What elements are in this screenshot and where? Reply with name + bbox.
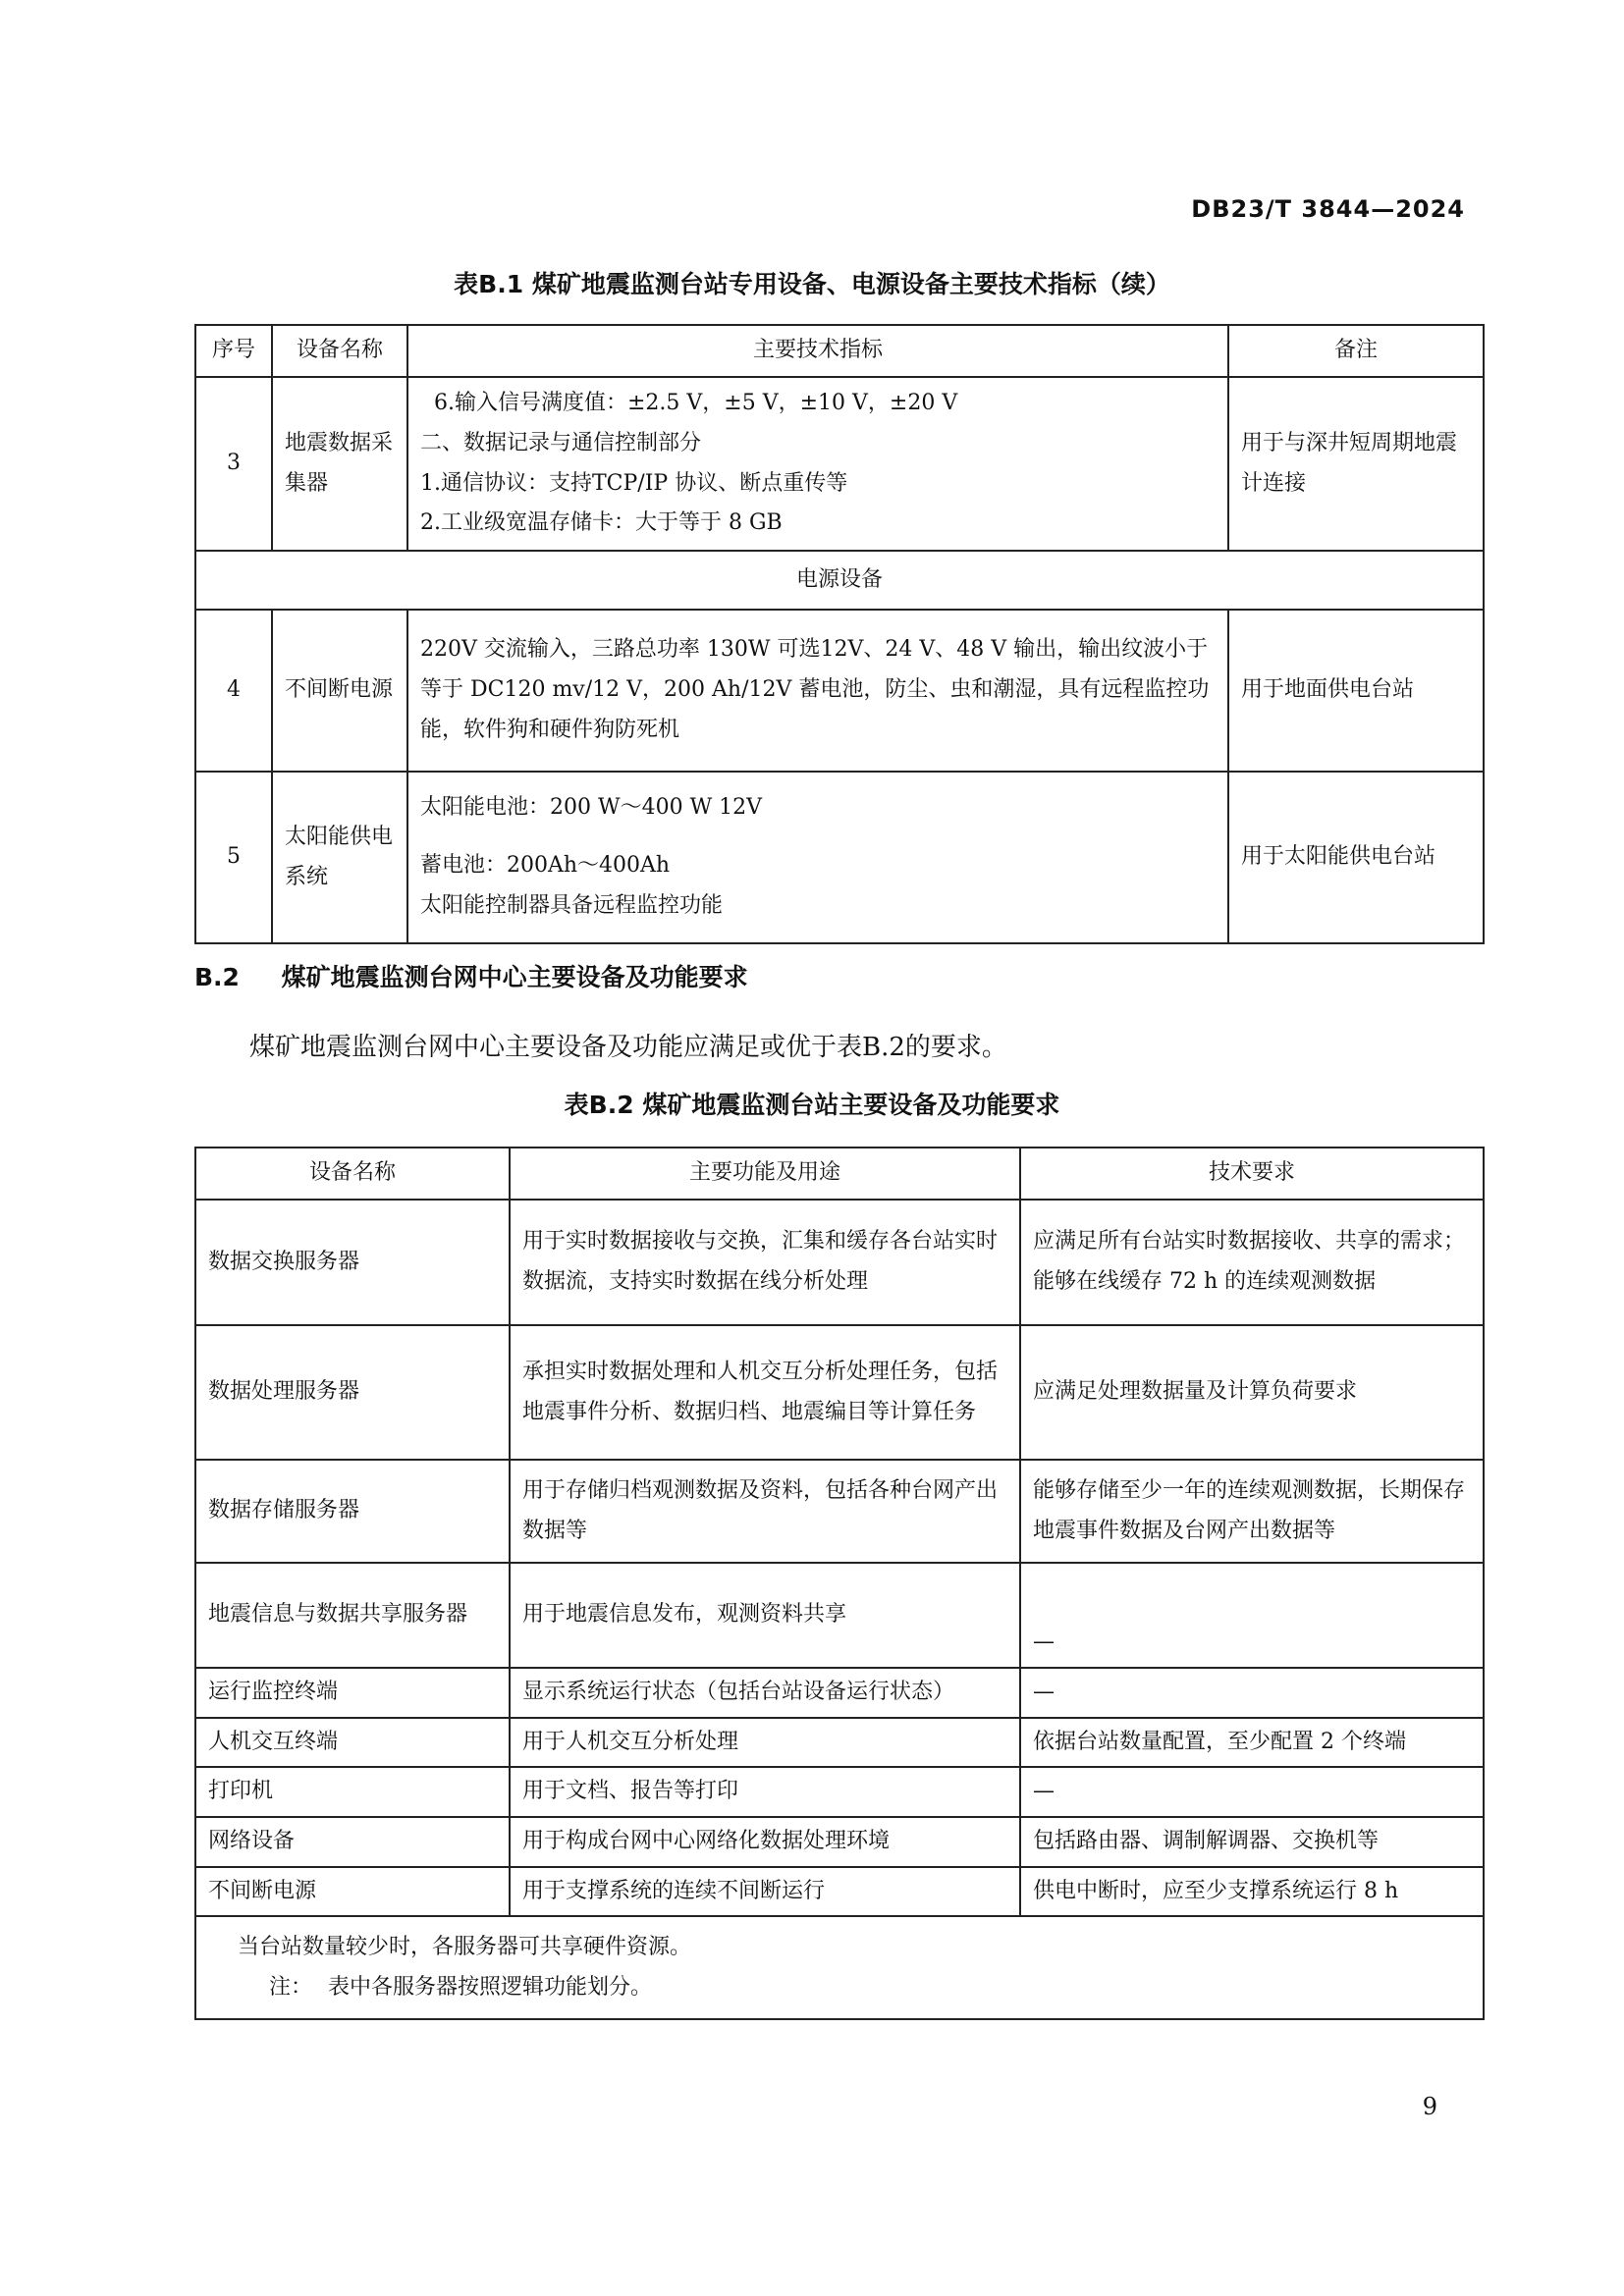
device-name: 地震信息与数据共享服务器 bbox=[195, 1563, 510, 1668]
device-name: 地震数据采集器 bbox=[272, 377, 407, 551]
section-heading bbox=[194, 958, 748, 993]
function-cell: 用于人机交互分析处理 bbox=[510, 1718, 1020, 1768]
table-note bbox=[238, 1968, 1471, 2008]
document-code: DB23/T 3844—2024 bbox=[1191, 195, 1465, 223]
table-b1 bbox=[194, 324, 1485, 944]
remark: 用于与深井短周期地震计连接 bbox=[1228, 377, 1484, 551]
function-cell: 用于构成台网中心网络化数据处理环境 bbox=[510, 1817, 1020, 1867]
table-footnote-cell bbox=[195, 1916, 1484, 2019]
function-cell: 用于存储归档观测数据及资料，包括各种台网产出数据等 bbox=[510, 1460, 1020, 1563]
device-name: 人机交互终端 bbox=[195, 1718, 510, 1768]
function-cell: 用于实时数据接收与交换，汇集和缓存各台站实时数据流，支持实时数据在线分析处理 bbox=[510, 1200, 1020, 1325]
group-label: 电源设备 bbox=[195, 551, 1484, 610]
spec-line: 蓄电池：200Ah～400Ah bbox=[420, 853, 671, 879]
requirement-cell: — bbox=[1020, 1563, 1484, 1668]
device-name: 打印机 bbox=[195, 1767, 510, 1817]
device-name: 数据存储服务器 bbox=[195, 1460, 510, 1563]
group-row bbox=[195, 551, 1484, 610]
table-row bbox=[195, 610, 1484, 772]
function-cell: 用于地震信息发布，观测资料共享 bbox=[510, 1563, 1020, 1668]
device-name: 不间断电源 bbox=[272, 610, 407, 772]
table-row bbox=[195, 1817, 1484, 1867]
row-number: 5 bbox=[195, 772, 272, 943]
header-cell: 技术要求 bbox=[1020, 1148, 1484, 1200]
table-b1-header-row bbox=[195, 325, 1484, 377]
device-name: 数据交换服务器 bbox=[195, 1200, 510, 1325]
header-cell: 设备名称 bbox=[272, 325, 407, 377]
header-cell: 序号 bbox=[195, 325, 272, 377]
table-b2 bbox=[194, 1147, 1485, 2020]
table-b2-caption: 表B.2 煤矿地震监测台站主要设备及功能要求 bbox=[564, 1091, 1060, 1119]
page-number: 9 bbox=[1422, 2093, 1437, 2120]
footnote: 当台站数量较少时，各服务器可共享硬件资源。 bbox=[238, 1935, 692, 1960]
table-b2-header-row bbox=[195, 1148, 1484, 1200]
function-cell: 承担实时数据处理和人机交互分析处理任务，包括地震事件分析、数据归档、地震编目等计算任务 bbox=[510, 1325, 1020, 1460]
section-number: B.2 bbox=[194, 963, 240, 991]
header-cell: 主要功能及用途 bbox=[510, 1148, 1020, 1200]
header-cell: 备注 bbox=[1228, 325, 1484, 377]
requirement-cell: 包括路由器、调制解调器、交换机等 bbox=[1020, 1817, 1484, 1867]
table-row bbox=[195, 377, 1484, 551]
spec-line: 二、数据记录与通信控制部分 bbox=[420, 430, 702, 455]
device-name: 网络设备 bbox=[195, 1817, 510, 1867]
note-text: 表中各服务器按照逻辑功能划分。 bbox=[328, 1974, 653, 2000]
spec-line: 6.输入信号满度值：±2.5 V，±5 V，±10 V，±20 V bbox=[434, 391, 958, 416]
function-cell: 用于文档、报告等打印 bbox=[510, 1767, 1020, 1817]
spec-cell bbox=[407, 377, 1228, 551]
spec-cell bbox=[407, 610, 1228, 772]
requirement-cell: 供电中断时，应至少支撑系统运行 8 h bbox=[1020, 1867, 1484, 1917]
table-row bbox=[195, 1718, 1484, 1768]
remark: 用于太阳能供电台站 bbox=[1228, 772, 1484, 943]
requirement-cell: — bbox=[1020, 1668, 1484, 1718]
table-b1-caption: 表B.1 煤矿地震监测台站专用设备、电源设备主要技术指标（续） bbox=[454, 270, 1170, 298]
requirement-cell: 应满足处理数据量及计算负荷要求 bbox=[1020, 1325, 1484, 1460]
device-name: 太阳能供电系统 bbox=[272, 772, 407, 943]
row-number: 3 bbox=[195, 377, 272, 551]
device-name: 运行监控终端 bbox=[195, 1668, 510, 1718]
body-paragraph: 煤矿地震监测台网中心主要设备及功能应满足或优于表B.2的要求。 bbox=[249, 1033, 1007, 1062]
header-cell: 主要技术指标 bbox=[407, 325, 1228, 377]
table-row bbox=[195, 772, 1484, 943]
table-row bbox=[195, 1563, 1484, 1668]
requirement-cell: 应满足所有台站实时数据接收、共享的需求；能够在线缓存 72 h 的连续观测数据 bbox=[1020, 1200, 1484, 1325]
device-name: 数据处理服务器 bbox=[195, 1325, 510, 1460]
row-number: 4 bbox=[195, 610, 272, 772]
device-name: 不间断电源 bbox=[195, 1867, 510, 1917]
table-row bbox=[195, 1460, 1484, 1563]
spec-cell bbox=[407, 772, 1228, 943]
spec-line: 220V 交流输入，三路总功率 130W 可选12V、24 V、48 V 输出，输出纹波小于等于 DC120 mv/12 V，200 Ah/12V 蓄电池，防尘、虫和潮湿，具有远程监控功能，软件狗和硬件狗防死机 bbox=[420, 637, 1210, 742]
table-row bbox=[195, 1200, 1484, 1325]
table-row bbox=[195, 1767, 1484, 1817]
note-label: 注： bbox=[269, 1974, 313, 2000]
remark: 用于地面供电台站 bbox=[1228, 610, 1484, 772]
table-row bbox=[195, 1325, 1484, 1460]
function-cell: 用于支撑系统的连续不间断运行 bbox=[510, 1867, 1020, 1917]
requirement-cell: — bbox=[1020, 1767, 1484, 1817]
table-row bbox=[195, 1867, 1484, 1917]
requirement-cell: 能够存储至少一年的连续观测数据，长期保存地震事件数据及台网产出数据等 bbox=[1020, 1460, 1484, 1563]
header-cell: 设备名称 bbox=[195, 1148, 510, 1200]
requirement-cell: 依据台站数量配置，至少配置 2 个终端 bbox=[1020, 1718, 1484, 1768]
spec-line: 太阳能控制器具备远程监控功能 bbox=[420, 892, 724, 918]
spec-line: 太阳能电池：200 W～400 W 12V bbox=[420, 795, 763, 821]
section-title: 煤矿地震监测台网中心主要设备及功能要求 bbox=[281, 963, 748, 991]
table-footnote-row bbox=[195, 1916, 1484, 2019]
spec-line: 2.工业级宽温存储卡：大于等于 8 GB bbox=[420, 510, 783, 536]
spec-line: 1.通信协议：支持TCP/IP 协议、断点重传等 bbox=[420, 470, 848, 496]
table-row bbox=[195, 1668, 1484, 1718]
function-cell: 显示系统运行状态（包括台站设备运行状态） bbox=[510, 1668, 1020, 1718]
